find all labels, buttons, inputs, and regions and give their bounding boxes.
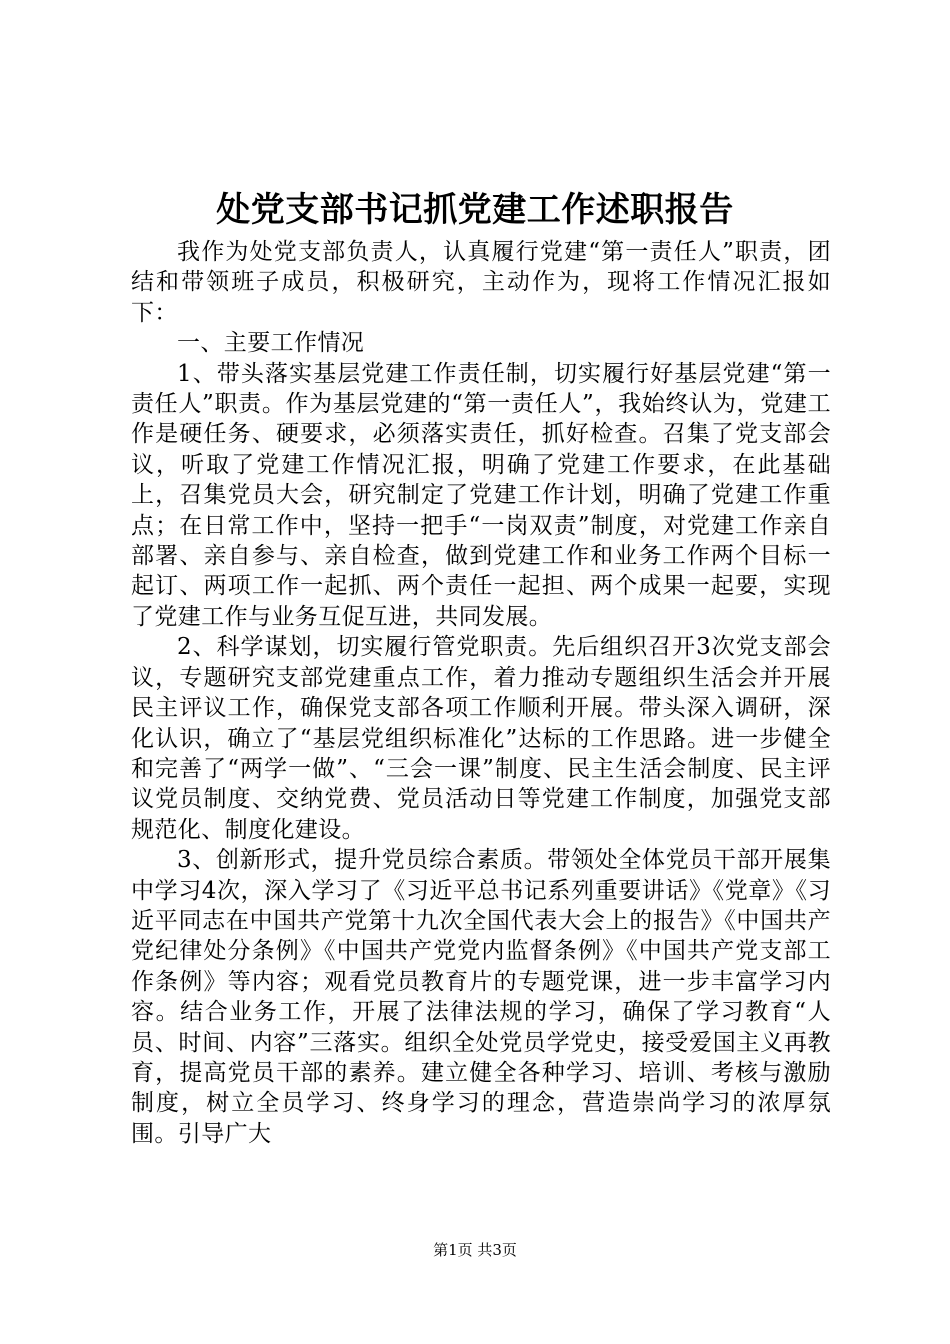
page-footer: 第1页 共3页: [433, 1241, 517, 1259]
document-body: [131, 237, 831, 1149]
paragraph-item-3: 3、创新形式，提升党员综合素质。带领处全体党员干部开展集中学习4次，深入学习了《习近平总书记系列重要讲话》《党章》《习近平同志在中国共产党第十九次全国代表大会上的报告》《中国共产党纪律处分条例》《中国共产党党内监督条例》《中国共产党支部工作条例》等内容；观看党员教育片的专题党课，进一步丰富学习内容。结合业务工作，开展了法律法规的学习，确保了学习教育“人员、时间、内容”三落实。组织全处党员学党史，接受爱国主义再教育，提高党员干部的素养。建立健全各种学习、培训、考核与激励制度，树立全员学习、终身学习的理念，营造崇尚学习的浓厚氛围。引导广大: [131, 847, 831, 1147]
document-title: 处党支部书记抓党建工作述职报告: [216, 190, 734, 230]
section-heading-main-work: 一、主要工作情况: [177, 330, 365, 357]
paragraph-item-1: 1、带头落实基层党建工作责任制，切实履行好基层党建“第一责任人”职责。作为基层党建的“第一责任人”，我始终认为，党建工作是硬任务、硬要求，必须落实责任，抓好检查。召集了党支部会议，听取了党建工作情况汇报，明确了党建工作要求，在此基础上，召集党员大会，研究制定了党建工作计划，明确了党建工作重点；在日常工作中，坚持一把手“一岗双责”制度，对党建工作亲自部署、亲自参与、亲自检查，做到党建工作和业务工作两个目标一起订、两项工作一起抓、两个责任一起担、两个成果一起要，实现了党建工作与业务互促互进，共同发展。: [131, 360, 831, 630]
paragraph-item-2: 2、科学谋划，切实履行管党职责。先后组织召开3次党支部会议，专题研究支部党建重点工作，着力推动专题组织生活会并开展民主评议工作，确保党支部各项工作顺利开展。带头深入调研，深化认识，确立了“基层党组织标准化”达标的工作思路。进一步健全和完善了“两学一做”、“三会一课”制度、民主生活会制度、民主评议党员制度、交纳党费、党员活动日等党建工作制度，加强党支部规范化、制度化建设。: [131, 634, 831, 843]
paragraph-intro: 我作为处党支部负责人，认真履行党建“第一责任人”职责，团结和带领班子成员，积极研究，主动作为，现将工作情况汇报如下：: [131, 239, 831, 326]
